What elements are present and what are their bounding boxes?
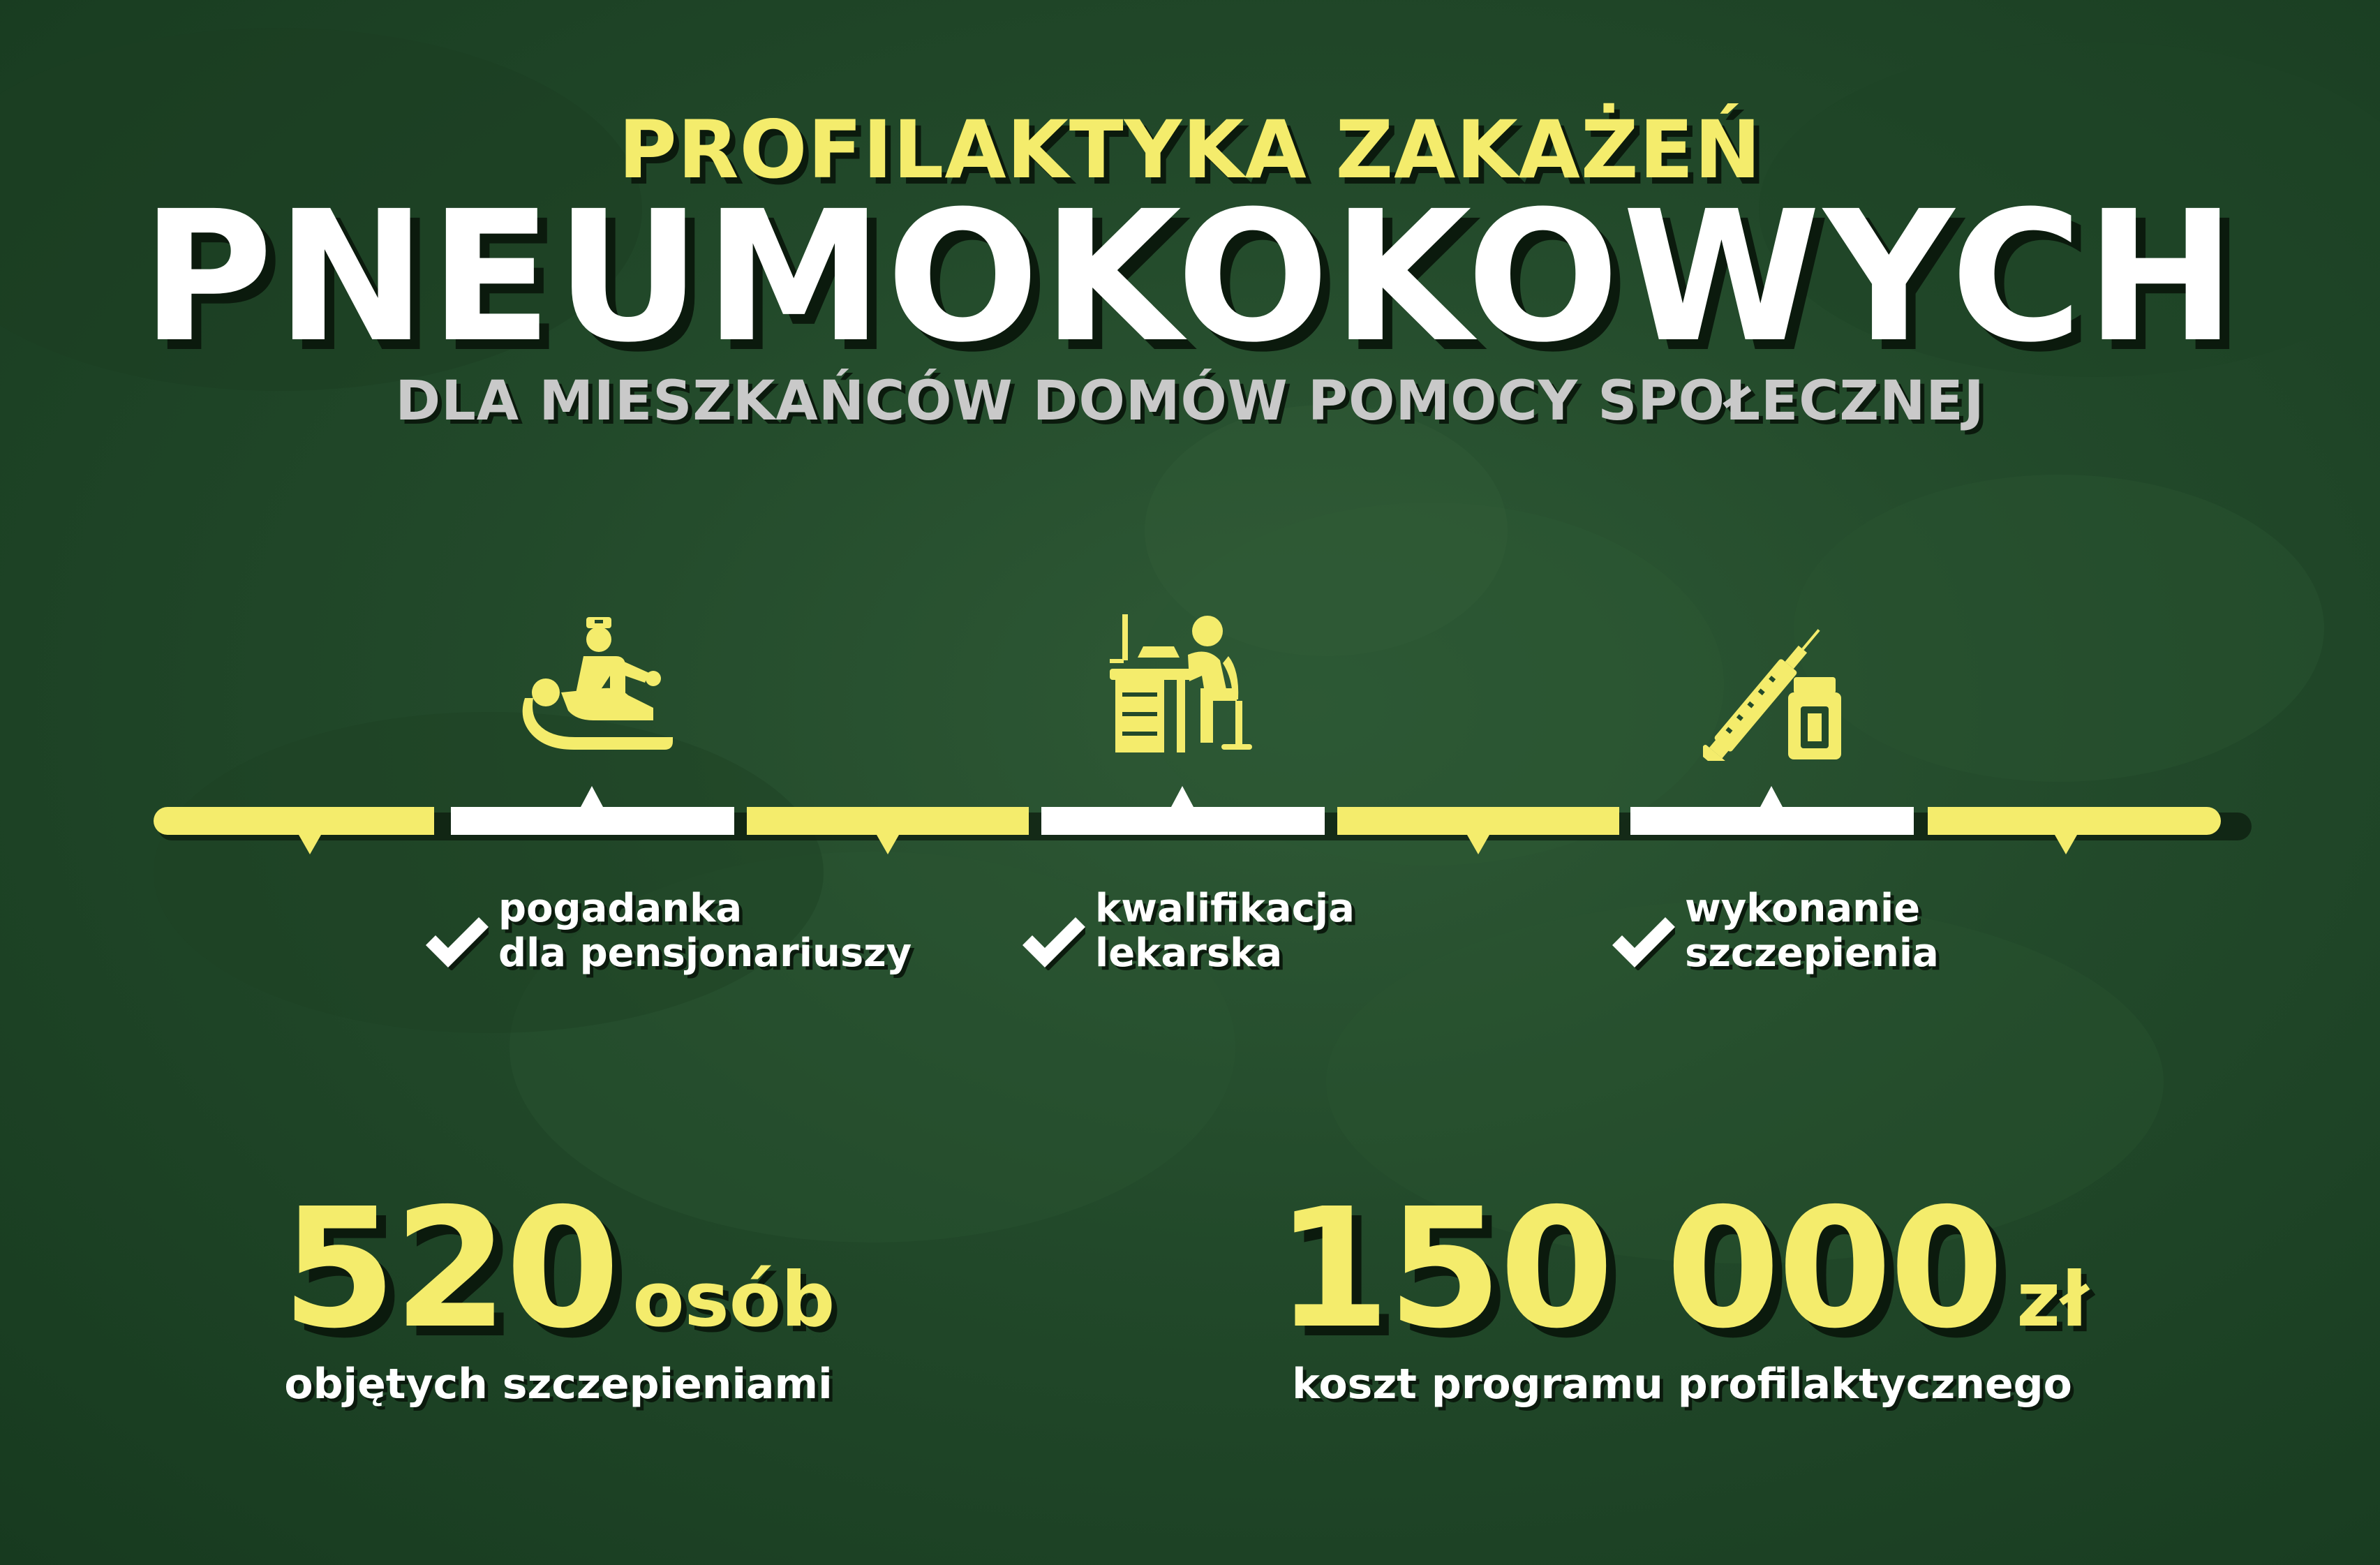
step-1-line-2: dla pensjonariuszy bbox=[498, 930, 912, 976]
timeline-segment bbox=[451, 786, 734, 835]
title-line-1: PROFILAKTYKA ZAKAŻEŃ bbox=[618, 103, 1762, 196]
timeline-segment bbox=[747, 807, 1029, 854]
stat-cost-unit: zł bbox=[2016, 1256, 2089, 1344]
step-2-line-1: kwalifikacja bbox=[1095, 886, 1355, 931]
step-1-label bbox=[498, 887, 912, 976]
stat-people bbox=[209, 1173, 907, 1409]
stat-people-value: 520 bbox=[281, 1173, 618, 1365]
stat-cost bbox=[1173, 1173, 2192, 1409]
step-3-label bbox=[1685, 887, 1939, 976]
step-2-label bbox=[1095, 887, 1355, 976]
step-1-line-1: pogadanka bbox=[498, 886, 743, 931]
timeline-segment bbox=[1928, 807, 2221, 854]
step-3-line-2: szczepienia bbox=[1685, 930, 1939, 976]
stat-cost-caption: koszt programu profilaktycznego bbox=[1292, 1360, 2072, 1409]
step-3 bbox=[1605, 887, 1939, 976]
stat-people-unit: osób bbox=[632, 1256, 835, 1344]
timeline-segment bbox=[1041, 786, 1325, 835]
step-1 bbox=[419, 887, 912, 976]
step-3-line-1: wykonanie bbox=[1685, 886, 1921, 931]
checkmark-icon bbox=[1605, 914, 1675, 970]
timeline-segment bbox=[1630, 786, 1914, 835]
step-2 bbox=[1016, 887, 1355, 976]
stat-people-caption: objętych szczepieniami bbox=[284, 1360, 833, 1409]
checkmark-icon bbox=[1016, 914, 1085, 970]
timeline-segment bbox=[1337, 807, 1619, 854]
timeline-segment bbox=[154, 807, 434, 854]
checkmark-icon bbox=[419, 914, 489, 970]
step-2-line-2: lekarska bbox=[1095, 930, 1283, 976]
title-main: PNEUMOKOKOWYCH bbox=[141, 172, 2239, 382]
stat-cost-value: 150 000 bbox=[1275, 1173, 2002, 1365]
subtitle: DLA MIESZKAŃCÓW DOMÓW POMOCY SPOŁECZNEJ bbox=[395, 370, 1985, 433]
